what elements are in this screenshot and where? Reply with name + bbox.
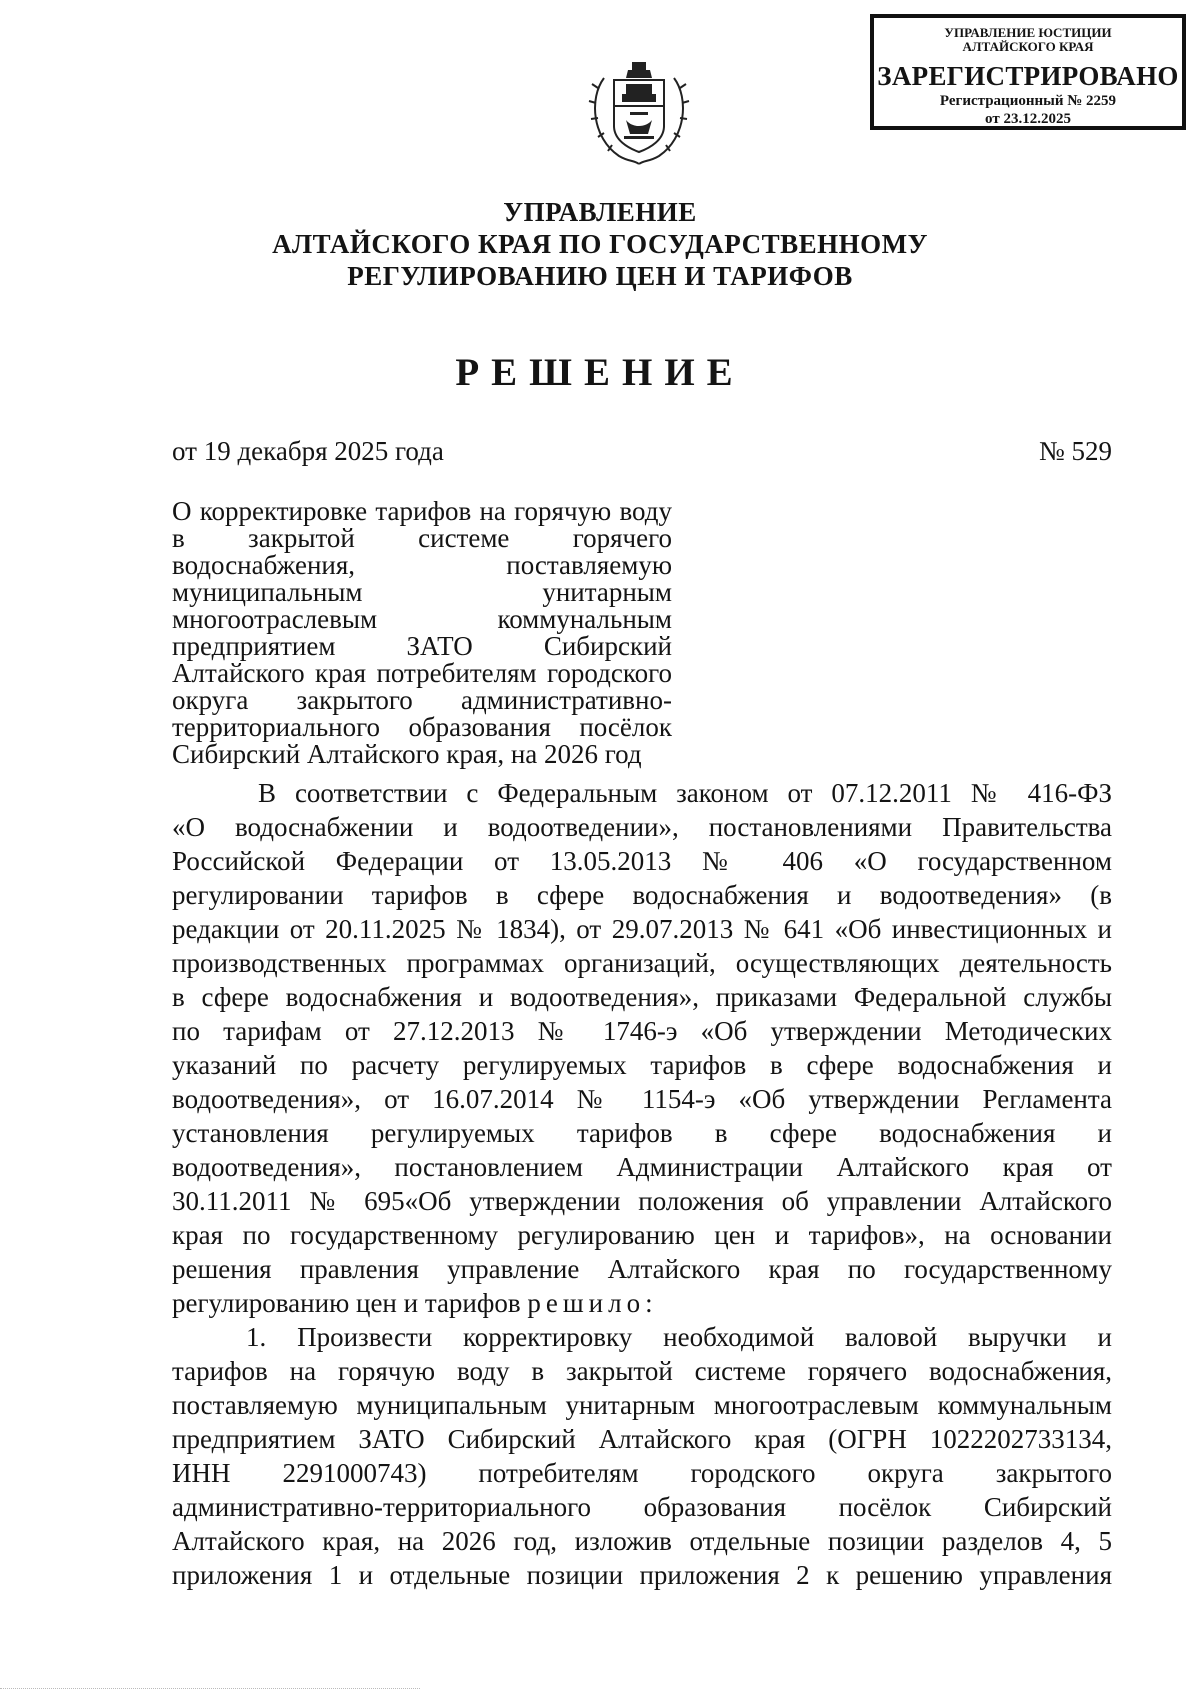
body-line: административно-территориального образования посёлок Сибирский <box>172 1492 1112 1522</box>
decision-subject: О корректировке тарифов на горячую воду в закрытой системе горячего водоснабжения, поставляемую муниципальным унитарным многоотраслевым коммунальным предприятием ЗАТО Сибирский Алтайского края потребителям городского округа закрытого административно-территориального образования посёлок Сибирский Алтайского края, на 2026 год <box>172 496 672 769</box>
body-line: приложения 1 и отдельные позиции приложения 2 к решению управления <box>172 1560 1112 1590</box>
body-line: установления регулируемых тарифов в сфере водоснабжения и <box>172 1118 1112 1148</box>
stamp-org-line1: УПРАВЛЕНИЕ ЮСТИЦИИ <box>944 25 1112 40</box>
issuing-authority <box>0 196 1200 292</box>
body-line: предприятием ЗАТО Сибирский Алтайского края (ОГРН 1022202733134, <box>172 1424 1112 1454</box>
body-line: ИНН 2291000743) потребителям городского округа закрытого <box>172 1458 1112 1488</box>
authority-line3: РЕГУЛИРОВАНИЮ ЦЕН И ТАРИФОВ <box>347 261 853 291</box>
page-footer-divider <box>0 1688 420 1690</box>
body-line: 30.11.2011 № 695«Об утверждении положения об управлении Алтайского <box>172 1186 1112 1216</box>
body-line: производственных программах организаций, осуществляющих деятельность <box>172 948 1112 978</box>
body-line: по тарифам от 27.12.2013 № 1746-э «Об утверждении Методических <box>172 1016 1112 1046</box>
body-line: Алтайского края, на 2026 год, изложив отдельные позиции разделов 4, 5 <box>172 1526 1112 1556</box>
stamp-org-line2: АЛТАЙСКОГО КРАЯ <box>962 39 1094 54</box>
body-line: водоотведения», от 16.07.2014 № 1154-э «Об утверждении Регламента <box>172 1084 1112 1114</box>
resolution-prefix: регулированию цен и тарифов <box>172 1288 528 1318</box>
resolution-word: решило: <box>527 1288 658 1318</box>
stamp-date: от 23.12.2025 <box>985 111 1071 127</box>
document-title: РЕШЕНИЕ <box>455 351 745 394</box>
body-line: 1. Произвести корректировку необходимой валовой выручки и <box>246 1322 1112 1352</box>
decision-body <box>172 776 1112 1592</box>
stamp-registration-number: Регистрационный № 2259 <box>939 93 1117 109</box>
body-line: водоотведения», постановлением Администрации Алтайского края от <box>172 1152 1112 1182</box>
body-line: края по государственному регулированию цен и тарифов», на основании <box>172 1220 1112 1250</box>
registration-stamp <box>870 14 1186 130</box>
authority-line2: АЛТАЙСКОГО КРАЯ ПО ГОСУДАРСТВЕННОМУ <box>272 229 928 259</box>
body-line: в сфере водоснабжения и водоотведения», приказами Федеральной службы <box>172 982 1112 1012</box>
body-line: В соответствии с Федеральным законом от 07.12.2011 № 416-ФЗ <box>258 778 1112 808</box>
body-line: Российской Федерации от 13.05.2013 № 406 «О государственном <box>172 846 1112 876</box>
decision-date: от 19 декабря 2025 года <box>172 436 444 466</box>
body-line: «О водоснабжении и водоотведении», постановлениями Правительства <box>172 812 1112 842</box>
decision-number: № 529 <box>1038 436 1112 466</box>
coat-of-arms-emblem <box>584 48 694 168</box>
body-line: решения правления управление Алтайского края по государственному <box>172 1254 1112 1284</box>
stamp-status: ЗАРЕГИСТРИРОВАНО <box>877 61 1179 91</box>
body-line: редакции от 20.11.2025 № 1834), от 29.07.2013 № 641 «Об инвестиционных и <box>172 914 1112 944</box>
body-line: поставляемую муниципальным унитарным многоотраслевым коммунальным <box>172 1390 1112 1420</box>
body-line: тарифов на горячую воду в закрытой системе горячего водоснабжения, <box>172 1356 1112 1386</box>
authority-line1: УПРАВЛЕНИЕ <box>503 197 697 227</box>
body-line-resolution <box>172 1286 1112 1320</box>
body-line: регулировании тарифов в сфере водоснабжения и водоотведения» (в <box>172 880 1112 910</box>
body-line: указаний по расчету регулируемых тарифов в сфере водоснабжения и <box>172 1050 1112 1080</box>
